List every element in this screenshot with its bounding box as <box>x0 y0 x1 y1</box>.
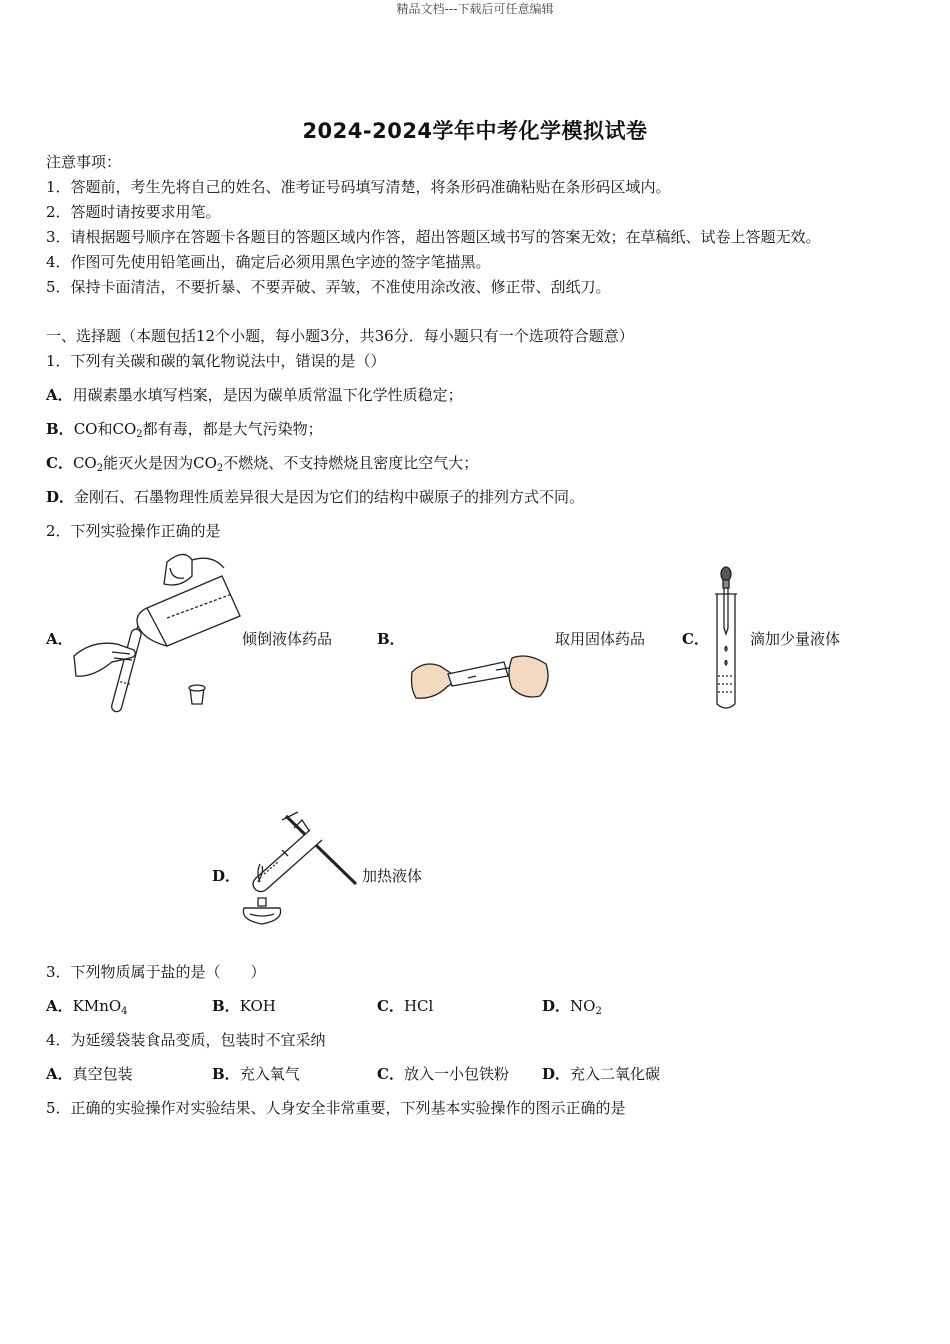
q4-b-label: B． <box>212 1065 240 1083</box>
q3-a-sub: 4 <box>121 1006 128 1017</box>
taking-solid-illustration <box>408 652 553 710</box>
q4-d-text: 充入二氧化碳 <box>570 1065 661 1083</box>
q3-d-sub: 2 <box>595 1006 602 1017</box>
q1-c-sub-2: 2 <box>216 463 224 474</box>
q4-a-text: 真空包装 <box>72 1065 133 1083</box>
q1-a-label: A． <box>46 386 73 404</box>
q4-c-label: C． <box>377 1065 404 1083</box>
q3-a-label: A． <box>46 997 73 1015</box>
notice-item-2: 2．答题时请按要求用笔。 <box>46 203 221 221</box>
pouring-liquid-illustration <box>72 548 242 718</box>
q1-b-text-2: 都有毒，都是大气污染物； <box>142 420 323 438</box>
q4-option-c <box>377 1064 509 1084</box>
q1-option-c <box>46 453 478 473</box>
q2-c-caption: 滴加少量液体 <box>750 630 841 648</box>
q1-c-text-2: 能灭火是因为CO <box>103 454 217 472</box>
q1-d-text: 金刚石、石墨物理性质差异很大是因为它们的结构中碳原子的排列方式不同。 <box>74 488 585 506</box>
q2-b-caption: 取用固体药品 <box>555 630 646 648</box>
q2-c-label: C． <box>682 630 709 648</box>
q3-option-a <box>46 996 128 1016</box>
q1-b-label: B． <box>46 420 74 438</box>
q2-a-label: A． <box>46 630 73 648</box>
dropper-illustration <box>712 564 740 714</box>
q4-stem: 4．为延缓袋装食品变质，包装时不宜采纳 <box>46 1031 326 1049</box>
q5-stem: 5．正确的实验操作对实验结果、人身安全非常重要，下列基本实验操作的图示正确的是 <box>46 1099 626 1117</box>
q3-c-text: HCl <box>403 997 434 1015</box>
q2-a-caption: 倾倒液体药品 <box>242 630 333 648</box>
q4-c-text: 放入一小包铁粉 <box>403 1065 509 1083</box>
q1-option-d <box>46 487 584 507</box>
q3-a-text: KMnO <box>72 997 122 1015</box>
notice-item-5: 5．保持卡面清洁，不要折暴、不要弄破、弄皱，不准使用涂改液、修正带、刮纸刀。 <box>46 278 611 296</box>
notice-item-3: 3．请根据题号顺序在答题卡各题目的答题区域内作答，超出答题区域书写的答案无效；在草稿纸、试卷上答题无效。 <box>46 228 821 246</box>
q4-a-label: A． <box>46 1065 73 1083</box>
q1-option-a <box>46 385 463 405</box>
q4-option-d <box>542 1064 660 1084</box>
q3-b-text: KOH <box>239 997 276 1015</box>
notice-heading: 注意事项： <box>46 153 122 171</box>
q1-a-text: 用碳素墨水填写档案，是因为碳单质常温下化学性质稳定； <box>72 386 463 404</box>
q3-b-label: B． <box>212 997 240 1015</box>
q3-c-label: C． <box>377 997 404 1015</box>
q3-option-c <box>377 996 433 1016</box>
q4-b-text: 充入氧气 <box>239 1065 300 1083</box>
q4-option-b <box>212 1064 300 1084</box>
q1-b-text-1: CO和CO <box>73 420 137 438</box>
q3-d-text: NO <box>570 997 596 1015</box>
q1-c-label: C． <box>46 454 73 472</box>
heating-liquid-illustration <box>238 810 360 928</box>
q1-option-b <box>46 419 323 439</box>
notice-item-1: 1．答题前，考生先将自己的姓名、准考证号码填写清楚，将条形码准确粘贴在条形码区域内。 <box>46 178 671 196</box>
page-title: 2024-2024学年中考化学模拟试卷 <box>302 119 648 143</box>
q1-b-sub-1: 2 <box>136 429 143 440</box>
q2-b-label: B． <box>377 630 405 648</box>
q3-d-label: D． <box>542 997 571 1015</box>
q4-d-label: D． <box>542 1065 571 1083</box>
q1-c-text-3: 不燃烧、不支持燃烧且密度比空气大； <box>223 454 479 472</box>
q4-option-a <box>46 1064 133 1084</box>
q1-stem: 1．下列有关碳和碳的氧化物说法中，错误的是（） <box>46 352 386 370</box>
page-header: 精品文档---下载后可任意编辑 <box>396 2 554 16</box>
q1-c-sub-1: 2 <box>96 463 104 474</box>
notice-item-4: 4．作图可先使用铅笔画出，确定后必须用黑色字迹的签字笔描黑。 <box>46 253 491 271</box>
q2-stem: 2．下列实验操作正确的是 <box>46 522 221 540</box>
section-heading: 一、选择题（本题包括12个小题，每小题3分，共36分．每小题只有一个选项符合题意） <box>46 327 634 345</box>
q3-option-d <box>542 996 602 1016</box>
q1-c-text-1: CO <box>72 454 97 472</box>
q3-option-b <box>212 996 276 1016</box>
q2-d-label: D． <box>212 867 241 885</box>
q3-stem: 3．下列物质属于盐的是（ ） <box>46 963 266 981</box>
q1-d-label: D． <box>46 488 75 506</box>
q2-d-caption: 加热液体 <box>362 867 423 885</box>
